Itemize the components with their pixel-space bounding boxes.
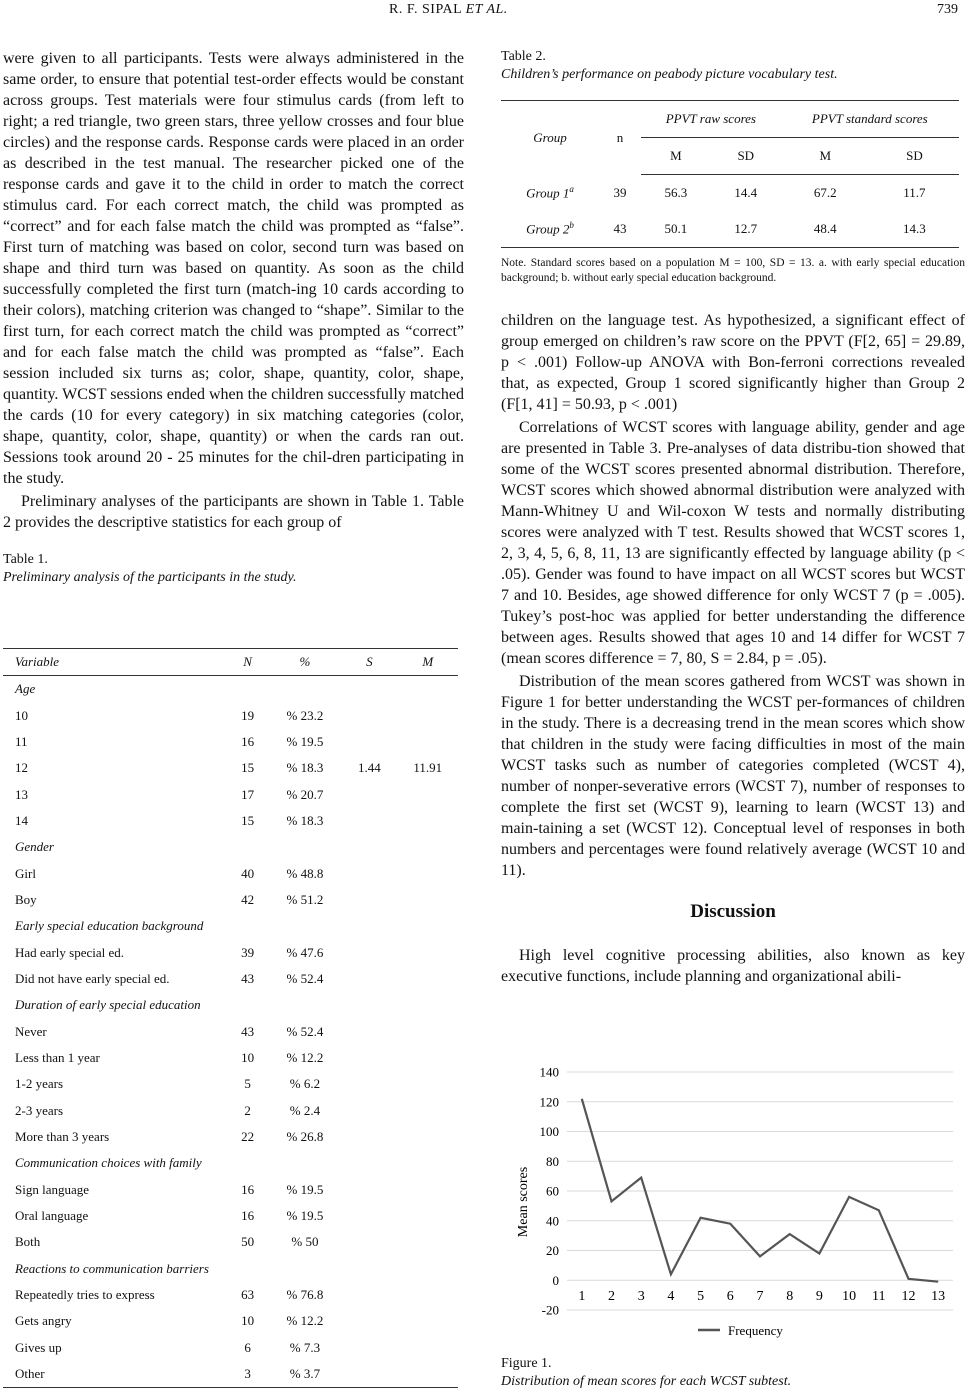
- table1-group-row: [3, 1150, 458, 1176]
- chart-x-tick-label: 10: [842, 1289, 857, 1305]
- table1-cell-n: 15: [241, 760, 255, 776]
- table1-cell-n: 42: [241, 891, 255, 907]
- chart-y-tick-labels: [540, 1065, 560, 1318]
- chart-x-tick-label: 11: [872, 1289, 886, 1305]
- table1-title: Preliminary analysis of the participants in the study.: [3, 570, 297, 585]
- table1-cell-label: 1-2 years: [15, 1076, 64, 1092]
- running-head-author: R. F. SIPAL: [389, 2, 462, 17]
- page-number: 739: [937, 2, 958, 17]
- table2-cell-n: 43: [599, 211, 641, 248]
- table1-row: [3, 1282, 458, 1308]
- table2-group-name: Group 1: [526, 185, 570, 201]
- table2-header-n: n: [599, 101, 641, 175]
- body-paragraph: were given to all participants. Tests were always administered in the same order, to ensure that potential test-order effects would be constant across groups. Test materials were four stimulus cards (from left to right; a red triangle, two green stars, three yellow crosses and four blue circles) and the response cards. Response cards were placed in an order as described in the test manual. The researcher picked one of the response cards and gave it to the child in order to match the correct stimulus card. For each correct match, the child was prompted as “correct” and for each false match the child was prompted as “false”. First turn of matching was based on color, second turn was based on shape and third turn was based on quantity. As soon as the child successfully completed the first turn (match-ing 10 cards according to their colors), matching criterion was changed to “shape”. Similar to the first turn, for each correct match the child was prompted as “correct” and for each false match the child was prompted as “false”. Each session included six turns as; color, shape, quantity, color, shape, quantity. WCST sessions ended when the children successfully matched the cards (10 for every category) in six matching categories (color, shape, quantity, color, shape, quantity) or when the cards ran out. Sessions took around 20 - 25 minutes for the chil-dren participating in the study.: [3, 50, 464, 487]
- table1-row: [3, 1335, 458, 1361]
- table1-cell-label: Girl: [15, 865, 36, 881]
- table1-row: [3, 1098, 458, 1124]
- table1-cell-label: Repeatedly tries to express: [15, 1287, 155, 1303]
- table1-group-label: Reactions to communication barriers: [15, 1260, 209, 1276]
- table1-cell-n: 15: [241, 812, 255, 828]
- table1-cell-label: Gives up: [15, 1339, 62, 1355]
- table1-cell-label: Did not have early special ed.: [15, 970, 170, 986]
- table1-group-label: Early special education background: [15, 918, 204, 934]
- table1-cell-label: Less than 1 year: [15, 1049, 100, 1065]
- table2-row: [501, 175, 959, 212]
- body-paragraph: Correlations of WCST scores with language ability, gender and age are presented in Table 3. Pre-analyses of data distribu-tion showed that some of the WCST scores presented abnormal distribution. Therefore, WCST scores which showed abnormal distribution were analyzed with Mann-Whitney U and Wil-coxon W tests and normally distributing scores were analyzed with T test. Results showed that WCST scores 1, 2, 3, 4, 5, 6, 8, 11, 13 are significantly effected by language ability (p < .05). Gender was found to have impact on all WCST scores but WCST 7 and 10. Besides, age showed difference for only WCST 7 (p = .005). Tukey’s post-hoc was applied for better understanding the difference between ages. Results showed that ages 10 and 14 differ for WCST 7 (mean scores difference = 7, 80, S = 2.84, p = .05).: [501, 419, 965, 667]
- table1-cell-pct: % 2.4: [289, 1102, 321, 1118]
- left-column: [3, 48, 464, 587]
- table1-cell-pct: % 18.3: [286, 812, 324, 828]
- figure1-title: Distribution of mean scores for each WCST subtest.: [501, 1374, 792, 1389]
- table1-cell-pct: % 19.5: [286, 733, 324, 749]
- running-head-etal: ET AL.: [465, 2, 508, 17]
- table1-cell-n: 10: [241, 1049, 255, 1065]
- table2-cell-std-sd: 14.3: [870, 211, 959, 248]
- right-column: [501, 48, 965, 987]
- table2-cell-std-sd: 11.7: [903, 185, 926, 200]
- figure1-label: Figure 1.: [501, 1356, 552, 1371]
- table1-cell-n: 43: [241, 970, 255, 986]
- section-heading: Discussion: [690, 901, 776, 922]
- chart-series-line: [582, 1099, 938, 1282]
- table2-header-group: Group: [501, 101, 599, 175]
- table1-header-pct: %: [269, 649, 341, 676]
- table1-cell-n: 19: [241, 707, 255, 723]
- chart-x-tick-label: 4: [667, 1289, 675, 1305]
- chart-x-tick-label: 1: [578, 1289, 586, 1305]
- table2-header-std: PPVT standard scores: [781, 101, 959, 138]
- table1-group-label: Age: [15, 681, 36, 697]
- table2-cell-group: [501, 211, 599, 248]
- chart-legend-label: Frequency: [728, 1323, 783, 1338]
- table2-note: Note. Standard scores based on a population M = 100, SD = 13. a. with early special education background; b. without early special education background.: [501, 257, 965, 284]
- table1-cell-n: 63: [241, 1287, 255, 1303]
- table1-group-row: [3, 834, 458, 860]
- table1-row: [3, 966, 458, 992]
- table2-group-name: Group 2: [526, 221, 570, 237]
- table2-title: Children’s performance on peabody picture vocabulary test.: [501, 67, 838, 82]
- table1-cell-pct: % 19.5: [286, 1208, 324, 1224]
- table2-row: [501, 211, 959, 248]
- table1-group-row: [3, 676, 458, 703]
- table2-cell-raw-sd: 14.4: [734, 185, 758, 200]
- table1-row: [3, 1229, 458, 1255]
- table1-cell-pct: % 12.2: [286, 1313, 324, 1329]
- table1-cell-pct: % 52.4: [286, 970, 324, 986]
- table1-row: [3, 1124, 458, 1150]
- table1-cell-s: 1.44: [358, 760, 381, 776]
- table1-row: [3, 1018, 458, 1044]
- table1-row: [3, 1177, 458, 1203]
- table1-cell-label: Had early special ed.: [15, 944, 125, 960]
- chart-y-tick-label: -20: [541, 1302, 559, 1318]
- table1-header-variable: Variable: [3, 649, 226, 676]
- table1-cell-pct: % 51.2: [286, 891, 324, 907]
- table2-caption: [501, 48, 965, 84]
- table1-cell-label: Both: [15, 1234, 41, 1250]
- figure1-caption: [501, 1355, 965, 1391]
- table1-cell-label: Boy: [15, 891, 37, 907]
- table1-cell-n: 16: [241, 733, 255, 749]
- chart-x-tick-label: 3: [637, 1289, 645, 1305]
- table1-cell-pct: % 26.8: [286, 1129, 324, 1145]
- table2: [501, 100, 959, 248]
- table2-cell-n: 39: [613, 184, 627, 200]
- table1-cell-n: 22: [241, 1129, 255, 1145]
- chart-x-tick-label: 8: [786, 1289, 794, 1305]
- table1: [3, 648, 458, 1388]
- table1-row: [3, 1361, 458, 1388]
- chart-x-tick-label: 9: [815, 1289, 823, 1305]
- table1-cell-label: Gets angry: [15, 1313, 72, 1329]
- table1-label: Table 1.: [3, 552, 48, 567]
- table2-cell-std-m: 48.4: [781, 211, 870, 248]
- chart-x-tick-label: 2: [608, 1289, 616, 1305]
- table2-cell-raw-m: 56.3: [664, 185, 688, 200]
- table1-group-row: [3, 1256, 458, 1282]
- table1-cell-pct: % 47.6: [286, 944, 324, 960]
- table2-cell-raw-m: 50.1: [641, 211, 711, 248]
- table1-cell-pct: % 48.8: [286, 865, 324, 881]
- table1-group-label: Duration of early special education: [15, 997, 201, 1013]
- chart-y-axis-label: Mean scores: [516, 1166, 531, 1238]
- table1-cell-pct: % 52.4: [286, 1023, 324, 1039]
- table1-cell-pct: % 50: [291, 1234, 319, 1250]
- chart-x-tick-labels: [578, 1289, 945, 1304]
- table1-cell-label: Sign language: [15, 1181, 90, 1197]
- body-paragraph: Preliminary analyses of the participants are shown in Table 1. Table 2 provides the descriptive statistics for each group of: [3, 493, 464, 531]
- chart-y-tick-label: 120: [539, 1094, 559, 1110]
- table1-cell-n: 16: [241, 1208, 255, 1224]
- table1-row: [3, 702, 458, 728]
- table1-cell-n: 2: [244, 1102, 251, 1118]
- table1-cell-n: 50: [241, 1234, 255, 1250]
- chart-x-tick-label: 6: [726, 1289, 734, 1305]
- table2-footnote-marker: b: [569, 220, 574, 231]
- table1-cell-pct: % 19.5: [286, 1181, 324, 1197]
- chart-x-tick-label: 7: [756, 1289, 764, 1305]
- table1-cell-label: 13: [15, 786, 28, 802]
- table1-cell-n: 5: [244, 1076, 251, 1092]
- table1-cell-pct: % 3.7: [269, 1361, 341, 1388]
- table1-cell-n: 39: [241, 944, 255, 960]
- table1-cell-n: 6: [244, 1339, 251, 1355]
- table1-cell-n: 17: [241, 786, 255, 802]
- chart-y-tick-label: 80: [546, 1153, 559, 1169]
- table1-cell-pct: % 23.2: [286, 707, 324, 723]
- table1-cell-pct: % 76.8: [286, 1287, 324, 1303]
- table1-row: [3, 1071, 458, 1097]
- figure1-line-chart: [501, 1062, 965, 1352]
- table2-cell-std-m: 67.2: [813, 185, 837, 200]
- table1-caption: [3, 551, 464, 587]
- chart-y-tick-label: 0: [552, 1272, 559, 1288]
- table1-group-row: [3, 992, 458, 1018]
- table1-row: [3, 1308, 458, 1334]
- table2-cell-raw-sd: 12.7: [711, 211, 781, 248]
- table1-cell-label: 10: [15, 707, 28, 723]
- table1-group-row: [3, 913, 458, 939]
- chart-y-tick-label: 20: [546, 1243, 559, 1258]
- table2-header-m: M: [781, 138, 870, 175]
- table1-cell-label: Never: [15, 1023, 47, 1039]
- table1-group-label: Gender: [15, 839, 54, 855]
- table1-row: [3, 1045, 458, 1071]
- table1-header-m: M: [398, 649, 458, 676]
- running-head: [389, 2, 508, 18]
- table1-row: [3, 1203, 458, 1229]
- table1-cell-pct: % 6.2: [289, 1076, 321, 1092]
- chart-y-tick-label: 140: [539, 1064, 559, 1080]
- table1-cell-label: 14: [15, 812, 28, 828]
- table1-cell-label: Other: [3, 1361, 226, 1388]
- table1-row: [3, 939, 458, 965]
- chart-y-tick-label: 40: [546, 1213, 559, 1229]
- body-paragraph: High level cognitive processing abilities, also known as key executive functions, include planning and organizational abili-: [501, 947, 965, 985]
- body-paragraph: Distribution of the mean scores gathered from WCST was shown in Figure 1 for better understanding the WCST per-formances of children in the study. There is a decreasing trend in the mean scores which show that children in the study were facing difficulties in most of the main WCST tasks such as number of categories completed (WCST 4), number of nonper-severative errors (WCST 7), number of responses to complete the first set (WCST 9), learning to learn (WCST 13) and main-taining a set (WCST 12). Conceptual level of responses in both numbers and percentages were found relatively average (WCST 10 and 11).: [501, 673, 965, 879]
- chart-x-tick-label: 12: [901, 1289, 916, 1305]
- table2-header-m: M: [641, 138, 711, 175]
- table2-cell-group: [501, 175, 599, 212]
- table2-header-sd: SD: [870, 138, 959, 175]
- table1-cell-pct: % 20.7: [286, 786, 324, 802]
- table1-cell-label: 11: [15, 733, 28, 749]
- chart-y-tick-label: 100: [539, 1124, 559, 1139]
- table1-cell-n: 10: [241, 1313, 255, 1329]
- table1-group-label: Communication choices with family: [15, 1155, 202, 1171]
- table1-cell-n: 16: [241, 1181, 255, 1197]
- table1-cell-label: More than 3 years: [15, 1129, 110, 1145]
- table1-cell-label: Oral language: [15, 1208, 89, 1224]
- table1-row: [3, 887, 458, 913]
- table2-header-sd: SD: [711, 138, 781, 175]
- chart-y-tick-label: 60: [546, 1183, 559, 1199]
- body-paragraph: children on the language test. As hypothesized, a significant effect of group emerged on children’s raw score on the PPVT (F[2, 65] = 29.89, p < .001) Follow-up ANOVA with Bon-ferroni corrections revealed that, as expected, Group 1 scored significantly higher than Group 2 (F[1, 41] = 50.93, p < .001): [501, 312, 965, 413]
- table1-cell-label: 2-3 years: [15, 1102, 64, 1118]
- table2-header-raw: PPVT raw scores: [641, 101, 781, 138]
- table1-row: [3, 860, 458, 886]
- table1-cell-n: 3: [226, 1361, 268, 1388]
- page-header: [0, 2, 966, 24]
- chart-x-tick-label: 5: [697, 1289, 705, 1305]
- table1-header-n: N: [226, 649, 268, 676]
- chart-x-tick-label: 13: [931, 1289, 946, 1305]
- table1-cell-n: 40: [241, 865, 255, 881]
- table1-cell-label: 12: [15, 760, 28, 776]
- table2-footnote-marker: a: [569, 184, 574, 195]
- table1-cell-pct: % 18.3: [286, 760, 324, 776]
- table1-header-s: S: [341, 649, 397, 676]
- table2-label: Table 2.: [501, 49, 546, 64]
- table1-cell-pct: % 7.3: [289, 1339, 321, 1355]
- table1-cell-n: 43: [241, 1023, 255, 1039]
- table1-cell-m: 11.91: [413, 760, 443, 776]
- table1-cell-pct: % 12.2: [286, 1049, 324, 1065]
